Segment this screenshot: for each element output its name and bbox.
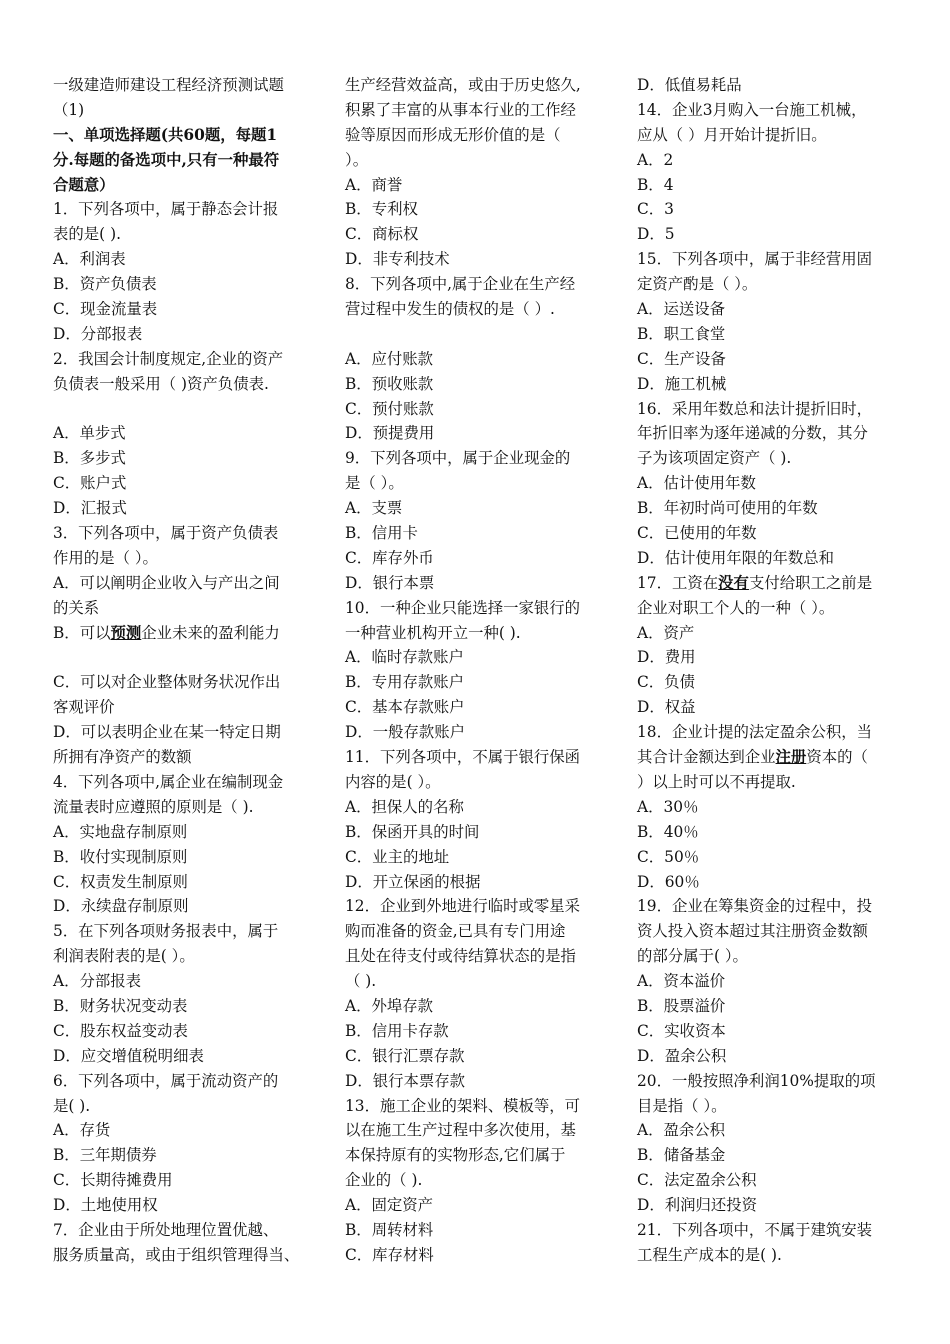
line-text: D．永续盘存制原则 [53, 897, 189, 916]
line-text: B．多步式 [53, 449, 126, 468]
line-text: D．一般存款账户 [345, 723, 466, 742]
text-line [345, 969, 613, 994]
line-text: 的部分属于( ）。 [637, 947, 748, 966]
text-line [53, 496, 321, 521]
line-text: 年折旧率为逐年递减的分数，其分 [637, 424, 868, 443]
text-line [637, 397, 905, 422]
line-text: 以在施工生产过程中多次使用，基 [345, 1121, 576, 1140]
line-text: D．银行本票 [345, 573, 435, 592]
line-text: B．三年期债券 [53, 1146, 157, 1165]
text-line [53, 571, 321, 596]
text-line [637, 596, 905, 621]
line-text: 企业对职工个人的一种（ ）。 [637, 598, 835, 617]
text-line [345, 372, 613, 397]
text-line [345, 1243, 613, 1268]
line-text: D．利润归还投资 [637, 1196, 758, 1215]
line-text: 11．下列各项中，不属于银行保函 [345, 748, 581, 767]
line-text: 企业未来的盈利能力 [141, 623, 280, 642]
text-line [53, 994, 321, 1019]
line-text: 支付给职工之前是 [748, 573, 873, 592]
text-line [345, 894, 613, 919]
text-line [53, 322, 321, 347]
text-line [637, 123, 905, 148]
text-line [53, 845, 321, 870]
text-line [345, 621, 613, 646]
text-line [53, 770, 321, 795]
text-line [53, 521, 321, 546]
text-line [345, 297, 613, 322]
text-line [637, 919, 905, 944]
line-text: 21．下列各项中，不属于建筑安装 [637, 1220, 873, 1239]
text-line [53, 795, 321, 820]
line-text: A．运送设备 [637, 300, 726, 319]
text-line [345, 347, 613, 372]
text-line [637, 1019, 905, 1044]
line-text: 15．下列各项中，属于非经营用固 [637, 250, 873, 269]
line-text: D．低值易耗品 [637, 76, 742, 94]
text-line [53, 347, 321, 372]
text-line [637, 820, 905, 845]
text-line [345, 745, 613, 770]
text-line [637, 496, 905, 521]
text-line [345, 1118, 613, 1143]
line-text: 利润表附表的是( ）。 [53, 947, 195, 966]
text-line [345, 222, 613, 247]
line-text: D．可以表明企业在某一特定日期 [53, 723, 281, 742]
line-text: A．单步式 [53, 424, 126, 443]
line-text: D．5 [637, 225, 675, 244]
text-line [637, 670, 905, 695]
line-text: B．年初时尚可使用的年数 [637, 499, 818, 518]
line-text: 子为该项固定资产（ ). [637, 449, 792, 468]
text-line [345, 1094, 613, 1119]
line-text: D．权益 [637, 698, 696, 717]
text-line [345, 272, 613, 297]
line-text: C．3 [637, 200, 674, 219]
line-text: （1) [53, 100, 85, 119]
line-text: 营过程中发生的债权的是（ ）. [345, 300, 555, 319]
line-text: 其合计金额达到企业 [637, 748, 776, 767]
text-line [637, 770, 905, 795]
text-line [345, 446, 613, 471]
text-line [345, 471, 613, 496]
line-text: B．信用卡 [345, 524, 418, 543]
line-text: D．预提费用 [345, 424, 435, 443]
text-line [53, 944, 321, 969]
underlined-keyword: 预测 [110, 623, 142, 642]
text-line [345, 795, 613, 820]
line-text: 3．下列各项中，属于资产负债表 [53, 524, 279, 543]
text-line [637, 471, 905, 496]
text-line [53, 1044, 321, 1069]
line-text: B．职工食堂 [637, 324, 726, 343]
line-text: 13．施工企业的架料、模板等，可 [345, 1096, 581, 1115]
text-line [637, 1143, 905, 1168]
line-text: C．股东权益变动表 [53, 1021, 188, 1040]
line-text: B．专利权 [345, 200, 418, 219]
text-line [53, 372, 321, 397]
section-heading-text: 一、单项选择题(共60题，每题1 [53, 125, 278, 144]
text-line [637, 944, 905, 969]
line-text: D．非专利技术 [345, 250, 450, 269]
line-text: 内容的是( ）。 [345, 772, 441, 791]
text-line [53, 446, 321, 471]
text-column-left [53, 73, 321, 1268]
text-line [53, 1069, 321, 1094]
text-line [637, 621, 905, 646]
text-line [637, 372, 905, 397]
text-line [53, 1019, 321, 1044]
text-line [53, 720, 321, 745]
text-line [637, 446, 905, 471]
line-text: A．资本溢价 [637, 972, 726, 991]
text-line [53, 98, 321, 123]
text-line [345, 571, 613, 596]
text-line [637, 720, 905, 745]
text-line [53, 820, 321, 845]
text-line [53, 621, 321, 646]
line-text: A．可以阐明企业收入与产出之间 [53, 573, 280, 592]
text-line [345, 197, 613, 222]
line-text: C．实收资本 [637, 1021, 726, 1040]
line-text: B．4 [637, 175, 674, 194]
line-text: C．权责发生制原则 [53, 872, 188, 891]
line-text: ）以上时可以不再提取. [637, 772, 796, 791]
text-line [53, 421, 321, 446]
line-text: 一种营业机构开立一种( ). [345, 623, 521, 642]
line-text: 作用的是（ ）。 [53, 548, 158, 567]
line-text: D．土地使用权 [53, 1196, 158, 1215]
line-text: D．盈余公积 [637, 1046, 727, 1065]
text-line [53, 297, 321, 322]
line-text: C．可以对企业整体财务状况作出 [53, 673, 281, 692]
line-text: D．开立保函的根据 [345, 872, 481, 891]
line-text: D．施工机械 [637, 374, 727, 393]
line-text: C．已使用的年数 [637, 524, 757, 543]
text-line [345, 322, 613, 347]
line-text: B．信用卡存款 [345, 1021, 449, 1040]
line-text: B．预收账款 [345, 374, 434, 393]
text-line [53, 222, 321, 247]
line-text: A．担保人的名称 [345, 797, 464, 816]
line-text: 7．企业由于所处地理位置优越、 [53, 1220, 279, 1239]
line-text: C．负债 [637, 673, 695, 692]
text-line [637, 1168, 905, 1193]
text-line [345, 98, 613, 123]
text-line [637, 1218, 905, 1243]
line-text: B．股票溢价 [637, 996, 726, 1015]
text-line [345, 670, 613, 695]
text-line [637, 1243, 905, 1268]
line-text: 10．一种企业只能选择一家银行的 [345, 598, 581, 617]
line-text: 定资产酌是（ ）。 [637, 275, 758, 294]
text-line [345, 596, 613, 621]
text-line [53, 1168, 321, 1193]
text-line [345, 695, 613, 720]
line-text: B．资产负债表 [53, 275, 157, 294]
line-text: C．现金流量表 [53, 300, 158, 319]
text-line [345, 1019, 613, 1044]
text-line [53, 745, 321, 770]
line-text: A．2 [637, 150, 674, 169]
text-line [53, 969, 321, 994]
line-text: 应从（ ）月开始计提折旧。 [637, 125, 827, 144]
line-text: 16．采用年数总和法计提折旧时， [637, 399, 873, 418]
text-line [53, 894, 321, 919]
text-line [345, 173, 613, 198]
line-text: D．估计使用年限的年数总和 [637, 548, 835, 567]
text-line [345, 521, 613, 546]
line-text: 工程生产成本的是( ). [637, 1245, 782, 1264]
line-text: D．应交增值税明细表 [53, 1046, 204, 1065]
text-line [637, 1118, 905, 1143]
line-text: B．专用存款账户 [345, 673, 465, 692]
line-text: A．临时存款账户 [345, 648, 464, 667]
text-line [345, 546, 613, 571]
text-line [345, 397, 613, 422]
text-line [53, 645, 321, 670]
line-text: 18．企业计提的法定盈余公积，当 [637, 723, 873, 742]
line-text: 所拥有净资产的数额 [53, 748, 192, 767]
text-line [637, 297, 905, 322]
line-text: B．周转材料 [345, 1220, 434, 1239]
line-text: 是（ ）。 [345, 474, 404, 493]
text-line [637, 173, 905, 198]
text-line [345, 645, 613, 670]
text-line [637, 247, 905, 272]
line-text: ）。 [345, 150, 369, 169]
line-text: A．支票 [345, 499, 403, 518]
line-text: （ ). [345, 972, 377, 991]
line-text: C．商标权 [345, 225, 419, 244]
text-line [345, 421, 613, 446]
text-line [53, 919, 321, 944]
text-line [53, 123, 321, 148]
line-text: 资本的（ [806, 748, 868, 767]
line-text: 5．在下列各项财务报表中，属于 [53, 922, 279, 941]
section-heading-text: 合题意） [53, 175, 115, 194]
line-text: A．利润表 [53, 250, 126, 269]
underlined-keyword: 注册 [775, 748, 807, 767]
text-line [53, 1143, 321, 1168]
line-text: 12．企业到外地进行临时或零星采 [345, 897, 581, 916]
text-line [637, 73, 905, 98]
text-line [637, 521, 905, 546]
text-line [53, 670, 321, 695]
line-text: D．汇报式 [53, 499, 127, 518]
line-text: D．60％ [637, 872, 700, 891]
line-text: A．30％ [637, 797, 699, 816]
line-text: A．固定资产 [345, 1196, 434, 1215]
text-line [637, 98, 905, 123]
line-text: C．50％ [637, 847, 700, 866]
text-line [637, 546, 905, 571]
line-text: B．收付实现制原则 [53, 847, 188, 866]
text-line [53, 546, 321, 571]
line-text: 企业的（ ). [345, 1171, 423, 1190]
text-line [345, 123, 613, 148]
line-text: 验等原因而形成无形价值的是（ [345, 125, 561, 144]
line-text: 4．下列各项中,属企业在编制现金 [53, 772, 284, 791]
line-text: 的关系 [53, 598, 100, 617]
text-line [53, 1243, 321, 1268]
line-text: 负债表一般采用（ )资产负债表. [53, 374, 269, 393]
text-line [637, 322, 905, 347]
text-line [345, 870, 613, 895]
text-line [637, 994, 905, 1019]
text-column-right [637, 73, 905, 1268]
text-line [53, 870, 321, 895]
line-text: A．实地盘存制原则 [53, 822, 188, 841]
text-line [345, 845, 613, 870]
text-line [637, 969, 905, 994]
text-line [637, 272, 905, 297]
text-line [637, 894, 905, 919]
line-text: A．外埠存款 [345, 996, 434, 1015]
line-text: C．法定盈余公积 [637, 1171, 757, 1190]
line-text: B．可以 [53, 623, 111, 642]
line-text: A．盈余公积 [637, 1121, 726, 1140]
text-line [637, 745, 905, 770]
line-text: 6．下列各项中，属于流动资产的 [53, 1071, 279, 1090]
line-text: 14．企业3月购入一台施工机械， [637, 100, 867, 119]
line-text: 本保持原有的实物形态,它们属于 [345, 1146, 566, 1165]
line-text: C．基本存款账户 [345, 698, 465, 717]
text-line [53, 1193, 321, 1218]
line-text: 表的是( ). [53, 225, 121, 244]
line-text: C．库存材料 [345, 1245, 434, 1264]
line-text: 资人投入资本超过其注册资金数额 [637, 922, 868, 941]
line-text: B．财务状况变动表 [53, 996, 188, 1015]
line-text: 8．下列各项中,属于企业在生产经 [345, 275, 576, 294]
text-line [53, 1218, 321, 1243]
text-column-middle [345, 73, 613, 1268]
text-line [345, 73, 613, 98]
text-line [345, 720, 613, 745]
line-text: C．预付账款 [345, 399, 434, 418]
text-line [637, 645, 905, 670]
text-line [53, 596, 321, 621]
line-text: C．生产设备 [637, 349, 726, 368]
text-line [53, 197, 321, 222]
line-text: B．40％ [637, 822, 699, 841]
text-line [345, 1143, 613, 1168]
text-line [345, 496, 613, 521]
text-line [637, 421, 905, 446]
line-text: 生产经营效益高，或由于历史悠久, [345, 76, 581, 94]
text-line [637, 1193, 905, 1218]
line-text: 9．下列各项中，属于企业现金的 [345, 449, 571, 468]
text-line [53, 1118, 321, 1143]
line-text: 17．工资在 [637, 573, 719, 592]
text-line [345, 1044, 613, 1069]
line-text: A．商誉 [345, 175, 403, 194]
text-line [53, 272, 321, 297]
text-line [345, 247, 613, 272]
text-line [53, 173, 321, 198]
text-line [637, 795, 905, 820]
text-line [637, 845, 905, 870]
text-line [53, 73, 321, 98]
text-line [345, 1069, 613, 1094]
line-text: B．保函开具的时间 [345, 822, 480, 841]
section-heading-text: 分.每题的备选项中,只有一种最符 [53, 150, 280, 169]
line-text: 积累了丰富的从事本行业的工作经 [345, 100, 576, 119]
text-line [345, 770, 613, 795]
text-line [637, 1044, 905, 1069]
line-text: A．分部报表 [53, 972, 142, 991]
line-text: C．账户式 [53, 474, 127, 493]
text-line [637, 571, 905, 596]
text-line [345, 1193, 613, 1218]
text-line [345, 944, 613, 969]
text-line [345, 1218, 613, 1243]
text-line [53, 397, 321, 422]
text-line [345, 919, 613, 944]
line-text: 且处在待支付或待结算状态的是指 [345, 947, 576, 966]
line-text: D．银行本票存款 [345, 1071, 466, 1090]
text-line [637, 1069, 905, 1094]
text-line [637, 197, 905, 222]
line-text: 是( ). [53, 1096, 91, 1115]
text-line [345, 1168, 613, 1193]
text-line [345, 820, 613, 845]
text-line [637, 1094, 905, 1119]
line-text: C．业主的地址 [345, 847, 450, 866]
underlined-keyword: 没有 [718, 573, 749, 592]
text-line [53, 695, 321, 720]
line-text: D．分部报表 [53, 324, 143, 343]
line-text: 2．我国会计制度规定,企业的资产 [53, 349, 284, 368]
text-line [53, 1094, 321, 1119]
line-text: C．库存外币 [345, 548, 434, 567]
text-line [53, 471, 321, 496]
text-line [637, 695, 905, 720]
text-line [53, 148, 321, 173]
line-text: D．费用 [637, 648, 696, 667]
line-text: B．储备基金 [637, 1146, 726, 1165]
line-text: 20．一般按照净利润10%提取的项 [637, 1071, 876, 1090]
line-text: 19．企业在筹集资金的过程中，投 [637, 897, 873, 916]
line-text: 1．下列各项中，属于静态会计报 [53, 200, 279, 219]
text-line [345, 994, 613, 1019]
line-text: A．存货 [53, 1121, 111, 1140]
text-line [637, 347, 905, 372]
line-text: C．银行汇票存款 [345, 1046, 465, 1065]
text-line [53, 247, 321, 272]
line-text: 购而准备的资金,已具有专门用途 [345, 922, 566, 941]
text-line [637, 148, 905, 173]
line-text: 服务质量高，或由于组织管理得当、 [53, 1245, 300, 1264]
line-text: 目是指（ ）。 [637, 1096, 727, 1115]
line-text: A．应付账款 [345, 349, 434, 368]
text-line [637, 870, 905, 895]
line-text: A．资产 [637, 623, 695, 642]
line-text: 一级建造师建设工程经济预测试题 [53, 76, 284, 94]
line-text: C．长期待摊费用 [53, 1171, 173, 1190]
line-text: A．估计使用年数 [637, 474, 756, 493]
text-line [637, 222, 905, 247]
line-text: 客观评价 [53, 698, 115, 717]
text-line [345, 148, 613, 173]
line-text: 流量表时应遵照的原则是（ ). [53, 797, 254, 816]
